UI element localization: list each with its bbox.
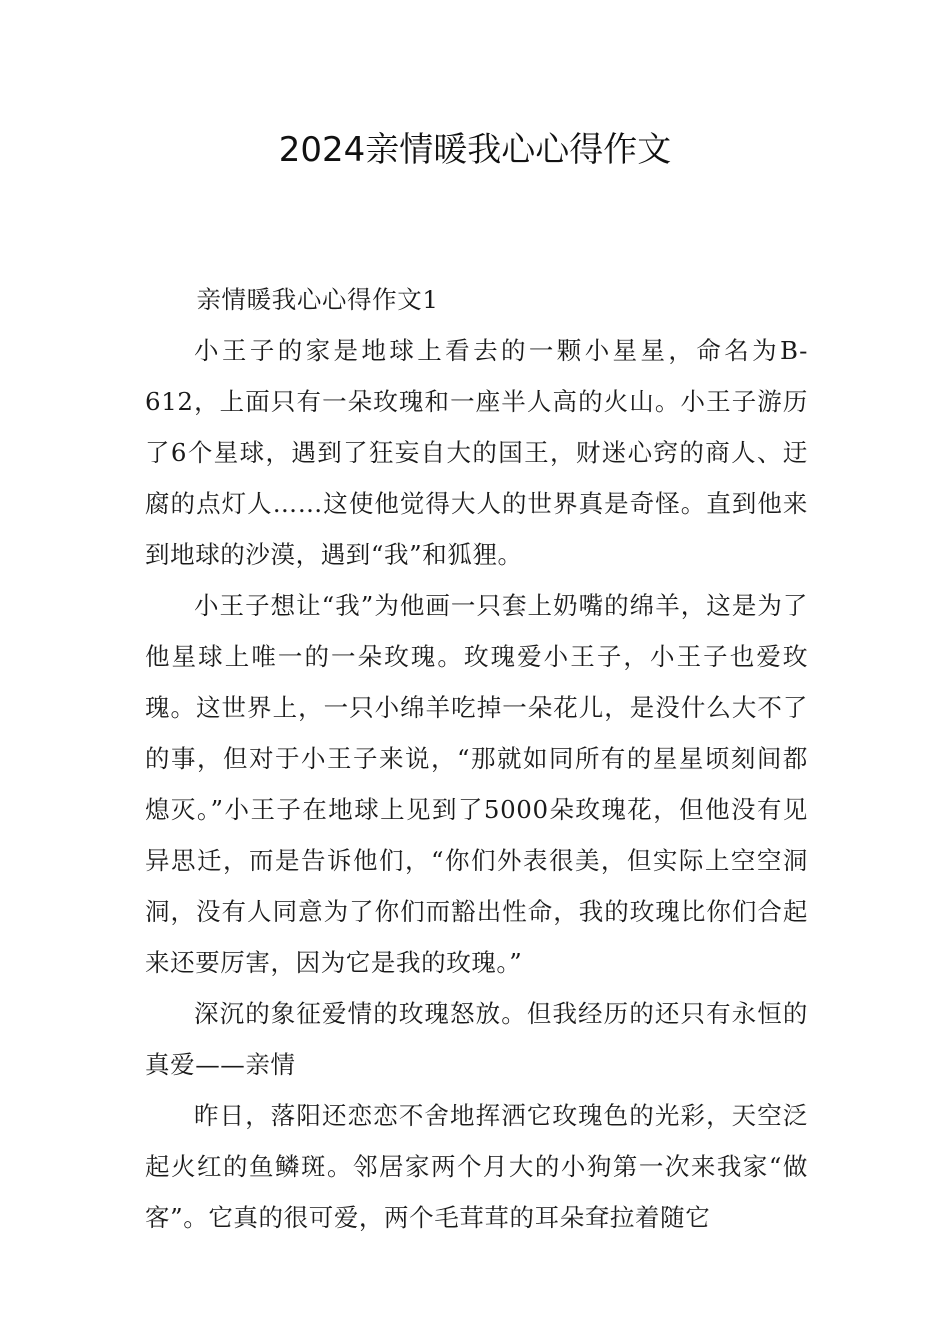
body-paragraph: 深沉的象征爱情的玫瑰怒放。但我经历的还只有永恒的真爱——亲情: [145, 999, 808, 1079]
body-paragraph: 昨日，落阳还恋恋不舍地挥洒它玫瑰色的光彩，天空泛起火红的鱼鳞斑。邻居家两个月大的小狗第一次来我家“做客”。它真的很可爱，两个毛茸茸的耳朵耷拉着随它: [145, 1101, 808, 1232]
document-body: [145, 274, 808, 1243]
section-heading: 亲情暖我心心得作文1: [196, 285, 439, 314]
document-title: 2024亲情暖我心心得作文: [278, 130, 672, 170]
body-paragraph: 小王子想让“我”为他画一只套上奶嘴的绵羊，这是为了他星球上唯一的一朵玫瑰。玫瑰爱小王子，小王子也爱玫瑰。这世界上，一只小绵羊吃掉一朵花儿，是没什么大不了的事，但对于小王子来说，“那就如同所有的星星顷刻间都熄灭。”小王子在地球上见到了5000朵玫瑰花，但他没有见异思迁，而是告诉他们，“你们外表很美，但实际上空空洞洞，没有人同意为了你们而豁出性命，我的玫瑰比你们合起来还要厉害，因为它是我的玫瑰。”: [145, 591, 808, 977]
body-paragraph: 小王子的家是地球上看去的一颗小星星，命名为B-612，上面只有一朵玫瑰和一座半人高的火山。小王子游历了6个星球，遇到了狂妄自大的国王，财迷心窍的商人、迂腐的点灯人……这使他觉得大人的世界真是奇怪。直到他来到地球的沙漠，遇到“我”和狐狸。: [145, 336, 808, 569]
